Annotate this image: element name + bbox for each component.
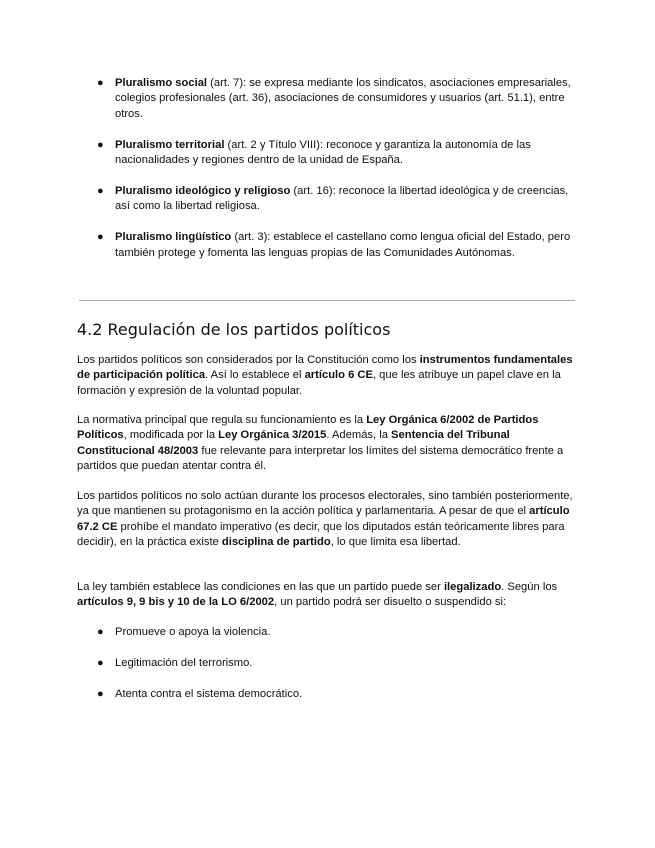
item-text: (art. 7): se expresa mediante los sindicatos, asociaciones empresariales, colegios profesionales (art. 36), asociaciones de consumidores y usuarios (art. 51.1), entre otros.	[115, 77, 571, 120]
bold-run: Ley Orgánica 6/2002 de Partidos Políticos	[77, 414, 539, 442]
list-item	[77, 138, 577, 169]
bold-run: artículo 67.2 CE	[77, 505, 570, 533]
bullet-icon: ●	[97, 656, 104, 669]
item-text: Atenta contra el sistema democrático.	[115, 687, 303, 700]
bold-run: ilegalizado	[443, 581, 502, 593]
pluralism-list	[77, 76, 577, 277]
paragraph-disciplina	[77, 489, 577, 551]
conditions-list	[77, 625, 577, 718]
item-text: Legitimación del terrorismo.	[115, 656, 253, 669]
item-title: Pluralismo social	[115, 77, 208, 89]
item-text: (art. 3): establece el castellano como lengua oficial del Estado, pero también protege y fomenta las lenguas propias de las Comunidades Autónomas.	[115, 231, 571, 259]
list-item	[77, 687, 577, 702]
item-text: (art. 2 y Título VIII): reconoce y garantiza la autonomía de las nacionalidades y regiones dentro de la unidad de España.	[115, 138, 531, 167]
paragraph-ilegalizacion	[77, 580, 577, 611]
bold-run: Sentencia del Tribunal Constitucional 48/2003	[77, 429, 510, 457]
bullet-icon: ●	[97, 231, 104, 244]
item-title: Pluralismo ideológico y religioso	[115, 185, 291, 198]
text-run: , lo que limita esa libertad.	[330, 536, 461, 549]
bold-run: artículos 9, 9 bis y 10 de la LO 6/2002	[77, 596, 275, 609]
text-run: . Así lo establece el	[205, 369, 305, 382]
list-item	[77, 230, 577, 261]
list-item	[77, 656, 577, 671]
paragraph-normativa	[77, 413, 577, 475]
bold-run: instrumentos fundamentales de participación política	[77, 354, 573, 382]
text-run: . Según los	[501, 581, 558, 593]
bullet-icon: ●	[97, 687, 104, 700]
list-item	[77, 76, 577, 122]
bullet-icon: ●	[97, 185, 104, 198]
horizontal-divider	[79, 300, 575, 301]
text-run: La ley también establece las condiciones en las que un partido puede ser	[77, 581, 444, 593]
text-run: , un partido podrá ser disuelto o suspendido si:	[274, 596, 507, 609]
list-item	[77, 625, 577, 640]
text-run: prohíbe el mandato imperativo (es decir, que los diputados están teóricamente libres para decidir), en la práctica existe	[77, 520, 565, 549]
item-title: Pluralismo lingüístico	[115, 231, 232, 244]
bold-run: disciplina de partido	[221, 536, 331, 549]
item-text: Promueve o apoya la violencia.	[115, 626, 271, 638]
section-heading: 4.2 Regulación de los partidos políticos	[77, 320, 391, 339]
text-run: fue relevante para interpretar los límites del sistema democrático frente a partidos que puedan atentar contra él.	[77, 444, 564, 473]
text-run: Los partidos políticos son considerados por la Constitución como los	[77, 354, 420, 366]
item-title: Pluralismo territorial	[115, 138, 225, 151]
bullet-icon: ●	[97, 626, 104, 638]
bullet-icon: ●	[97, 138, 104, 151]
text-run: La normativa principal que regula su funcionamiento es la	[77, 414, 367, 426]
item-text: (art. 16): reconoce la libertad ideológica y de creencias, así como la libertad religiosa.	[115, 185, 569, 213]
paragraph-intro	[77, 353, 577, 399]
bullet-icon: ●	[97, 77, 104, 89]
text-run: . Además, la	[326, 429, 392, 442]
text-run: Los partidos políticos no solo actúan durante los procesos electorales, sino también posteriormente, ya que mantienen su protagonismo en la acción política y parlamentaria. A pesar de que el	[77, 490, 573, 518]
list-item	[77, 184, 577, 215]
text-run: , modificada por la	[123, 429, 219, 442]
bold-run: Ley Orgánica 3/2015	[218, 429, 327, 442]
text-run: , que les atribuye un papel clave en la formación y expresión de la voluntad popular.	[77, 369, 561, 397]
bold-run: artículo 6 CE	[304, 369, 373, 382]
